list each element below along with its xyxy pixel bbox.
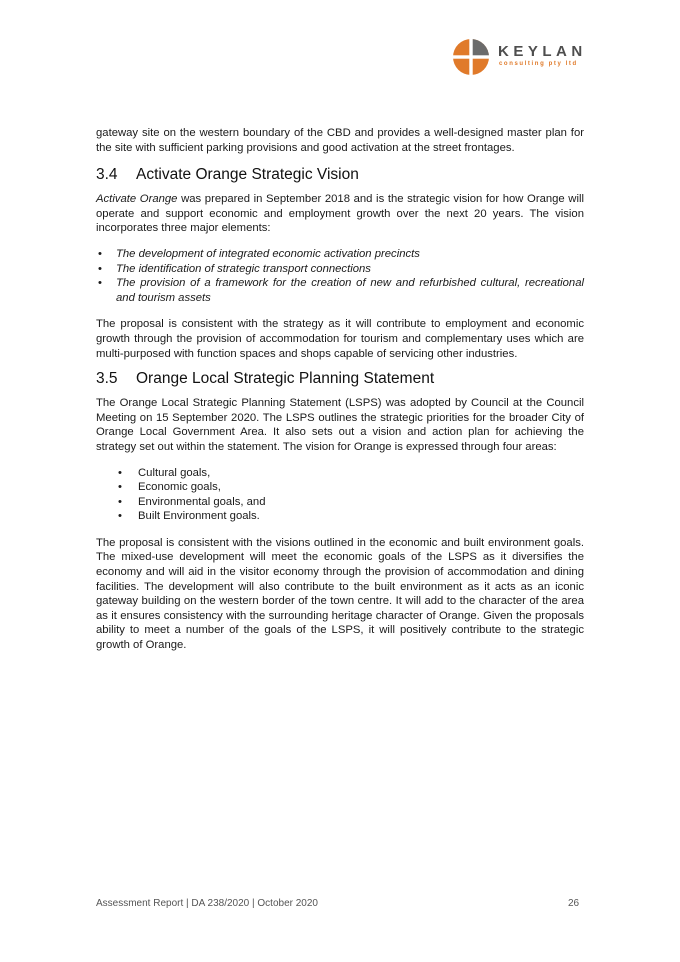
list-item: • The provision of a framework for the creation of new and refurbished cultural, recreational and tourism assets — [96, 276, 584, 305]
list-item: • The development of integrated economic activation precincts — [96, 247, 584, 262]
activate-orange-italic: Activate Orange — [96, 193, 178, 206]
list-item: • Economic goals, — [96, 480, 584, 495]
footer-document-info: Assessment Report | DA 238/2020 | October 2020 — [96, 898, 318, 909]
section-3-5-bullet-list — [96, 466, 584, 524]
intro-paragraph: gateway site on the western boundary of the CBD and provides a well-designed master plan for the site with sufficient parking provisions and good activation at the street frontages. — [96, 127, 584, 154]
page-content — [96, 126, 584, 653]
section-3-4-paragraph-1-text: was prepared in September 2018 and is the strategic vision for how Orange will operate and support economic and employment growth over the next 20 years. The vision incorporates three major elements: — [96, 193, 585, 235]
section-3-5-paragraph-2: The proposal is consistent with the visions outlined in the economic and built environment goals. The mixed-use development will meet the economic goals of the LSPS as it diversifies the economy and will aid in the visitor economy through the provision of accommodation and dining facilities. The development will also contribute to the built environment as it acts as an iconic gateway building on the western border of the town centre. It will add to the character of the area as it ensures consistency with the surrounding heritage character of Orange. Given the proposals ability to meet a number of the goals of the LSPS, it will positively contribute to the strategic growth of Orange. — [96, 536, 584, 652]
keylan-logo — [452, 38, 592, 78]
list-item: • Environmental goals, and — [96, 495, 584, 510]
section-3-4-paragraph-1 — [96, 192, 584, 236]
logo-tagline: consulting pty ltd — [499, 61, 578, 67]
section-3-5-number: 3.5 — [96, 370, 118, 388]
section-3-4-title: Activate Orange Strategic Vision — [136, 166, 359, 184]
list-item: • Built Environment goals. — [96, 509, 584, 524]
footer-page-number: 26 — [568, 898, 580, 909]
section-3-5-title: Orange Local Strategic Planning Statement — [136, 370, 435, 388]
section-3-4-bullet-list — [96, 247, 584, 305]
logo-name: KEYLAN — [498, 43, 587, 60]
section-3-5-heading — [96, 369, 584, 388]
section-3-4-number: 3.4 — [96, 166, 118, 184]
section-3-5-paragraph-1: The Orange Local Strategic Planning Statement (LSPS) was adopted by Council at the Council Meeting on 15 September 2020. The LSPS outlines the strategic priorities for the broader City of Orange Local Government Area. It also sets out a vision and action plan for achieving the strategy set out within the statement. The vision for Orange is expressed through four areas: — [96, 397, 584, 453]
section-3-4-heading — [96, 165, 584, 184]
section-3-4-paragraph-2: The proposal is consistent with the strategy as it will contribute to employment and economic growth through the provision of accommodation for tourism and complementary uses which are multi-purposed with function spaces and shops capable of servicing other industries. — [96, 318, 584, 360]
keylan-logo-mark-icon — [452, 38, 490, 76]
list-item: • Cultural goals, — [96, 466, 584, 481]
list-item: • The identification of strategic transport connections — [96, 262, 584, 277]
